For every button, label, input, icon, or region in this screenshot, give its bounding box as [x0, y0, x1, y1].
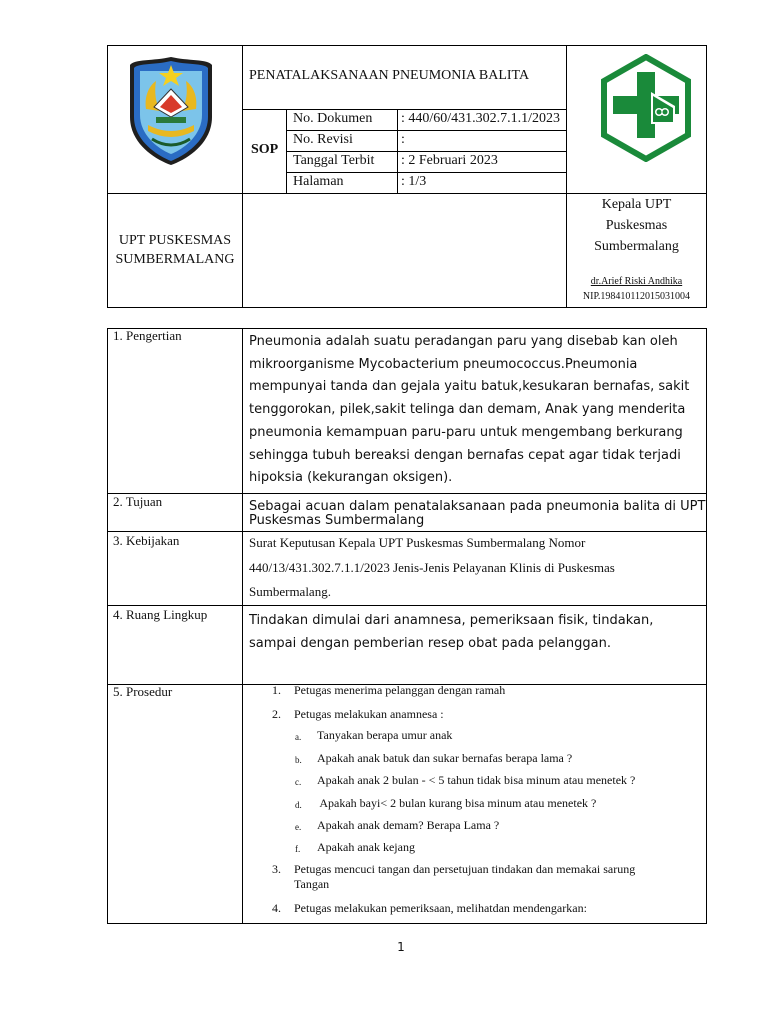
pengertian-line: mempunyai tanda dan gejala yaitu batuk,kesukaran bernafas, sakit	[249, 379, 690, 395]
doc-number-value: : 440/60/431.302.7.1.1/2023	[401, 111, 561, 126]
sub-item: Tanyakan berapa umur anak	[317, 728, 453, 742]
puskesmas-logo	[599, 54, 693, 162]
sub-item: Apakah anak kejang	[317, 840, 415, 854]
page-label: Halaman	[293, 174, 344, 189]
list-item: Petugas menerima pelanggan dengan ramah	[294, 683, 506, 697]
kebijakan-text	[249, 531, 615, 605]
list-item: Petugas melakukan anamnesa :	[294, 707, 444, 721]
kebijakan-line: Sumbermalang.	[249, 584, 331, 599]
pengertian-text	[249, 331, 689, 490]
pengertian-line: Pneumonia adalah suatu peradangan paru yang disebab kan oleh	[249, 334, 678, 349]
head-name: dr.Arief Riski Andhika	[590, 276, 683, 287]
organisation-line-2: SUMBERMALANG	[115, 252, 235, 267]
head-title-line-2: Puskesmas	[605, 218, 668, 233]
ruang-lingkup-line: sampai dengan pemberian resep obat pada pelanggan.	[249, 635, 611, 651]
issue-date-value: : 2 Februari 2023	[401, 153, 498, 168]
page-value: : 1/3	[401, 174, 427, 189]
kebijakan-label: 3. Kebijakan	[113, 533, 180, 548]
document-title: PENATALAKSANAAN PNEUMONIA BALITA	[249, 68, 530, 83]
kebijakan-line: 440/13/431.302.7.1.1/2023 Jenis-Jenis Pelayanan Klinis di Puskesmas	[249, 559, 615, 575]
pengertian-line: mikroorganisme Mycobacterium pneumococcus.Pneumonia	[249, 356, 638, 372]
sub-item: Apakah anak 2 bulan - < 5 tahun tidak bisa minum atau menetek ?	[317, 773, 636, 787]
list-number: 2.	[272, 707, 281, 721]
sub-item-letter: f.	[295, 844, 301, 854]
list-item-continuation: Tangan	[294, 877, 330, 891]
head-title-line-3: Sumbermalang	[594, 239, 679, 254]
tujuan-label: 2. Tujuan	[113, 494, 163, 509]
ruang-lingkup-label: 4. Ruang Lingkup	[113, 607, 208, 622]
sub-item-letter: c.	[295, 777, 302, 787]
head-title-line-1: Kepala UPT	[601, 197, 672, 212]
regency-crest-logo	[126, 55, 216, 167]
sub-item-letter: b.	[295, 755, 302, 765]
ruang-lingkup-text	[249, 610, 653, 655]
page-number: 1	[397, 940, 405, 954]
organisation-name	[108, 231, 242, 269]
sub-item-letter: a.	[295, 732, 302, 742]
list-number: 4.	[272, 901, 281, 915]
pengertian-line: tenggorokan, pilek,sakit telinga dan demam, Anak yang menderita	[249, 402, 686, 418]
revision-label: No. Revisi	[293, 132, 353, 147]
list-item: Petugas melakukan pemeriksaan, melihatdan mendengarkan:	[294, 901, 587, 915]
sub-item: Apakah bayi< 2 bulan kurang bisa minum atau menetek ?	[317, 796, 597, 810]
ruang-lingkup-line: Tindakan dimulai dari anamnesa, pemeriksaan fisik, tindakan,	[249, 613, 654, 628]
sub-item-letter: e.	[295, 822, 302, 832]
doc-number-label: No. Dokumen	[293, 111, 373, 126]
pengertian-label: 1. Pengertian	[113, 328, 182, 343]
pengertian-line: pneumonia kemampuan paru-paru untuk mengembang berkurang	[249, 424, 683, 440]
organisation-line-1: UPT PUSKESMAS	[118, 233, 232, 248]
head-nip: NIP.198410112015031004	[582, 291, 691, 302]
tujuan-line: Sebagai acuan dalam penatalaksanaan pada pneumonia balita di UPT	[249, 499, 706, 514]
kebijakan-line: Surat Keputusan Kepala UPT Puskesmas Sumbermalang Nomor	[249, 535, 586, 550]
sub-item: Apakah anak batuk dan sukar bernafas berapa lama ?	[317, 751, 573, 765]
sub-item: Apakah anak demam? Berapa Lama ?	[317, 818, 500, 832]
tujuan-line: Puskesmas Sumbermalang	[249, 513, 425, 528]
pengertian-line: hipoksia (kekurangan oksigen).	[249, 470, 453, 486]
sub-item-letter: d.	[295, 800, 302, 810]
list-item: Petugas mencuci tangan dan persetujuan tindakan dan memakai sarung	[294, 862, 636, 876]
pengertian-line: sehingga tubuh bereaksi dengan bernafas cepat agar tidak terjadi	[249, 447, 681, 463]
sop-label: SOP	[251, 142, 279, 157]
head-title	[567, 194, 706, 257]
list-number: 3.	[272, 862, 281, 876]
list-number: 1.	[272, 683, 281, 697]
prosedur-label: 5. Prosedur	[113, 684, 173, 699]
revision-value: :	[401, 132, 405, 147]
tujuan-text	[249, 500, 705, 528]
issue-date-label: Tanggal Terbit	[293, 153, 375, 168]
